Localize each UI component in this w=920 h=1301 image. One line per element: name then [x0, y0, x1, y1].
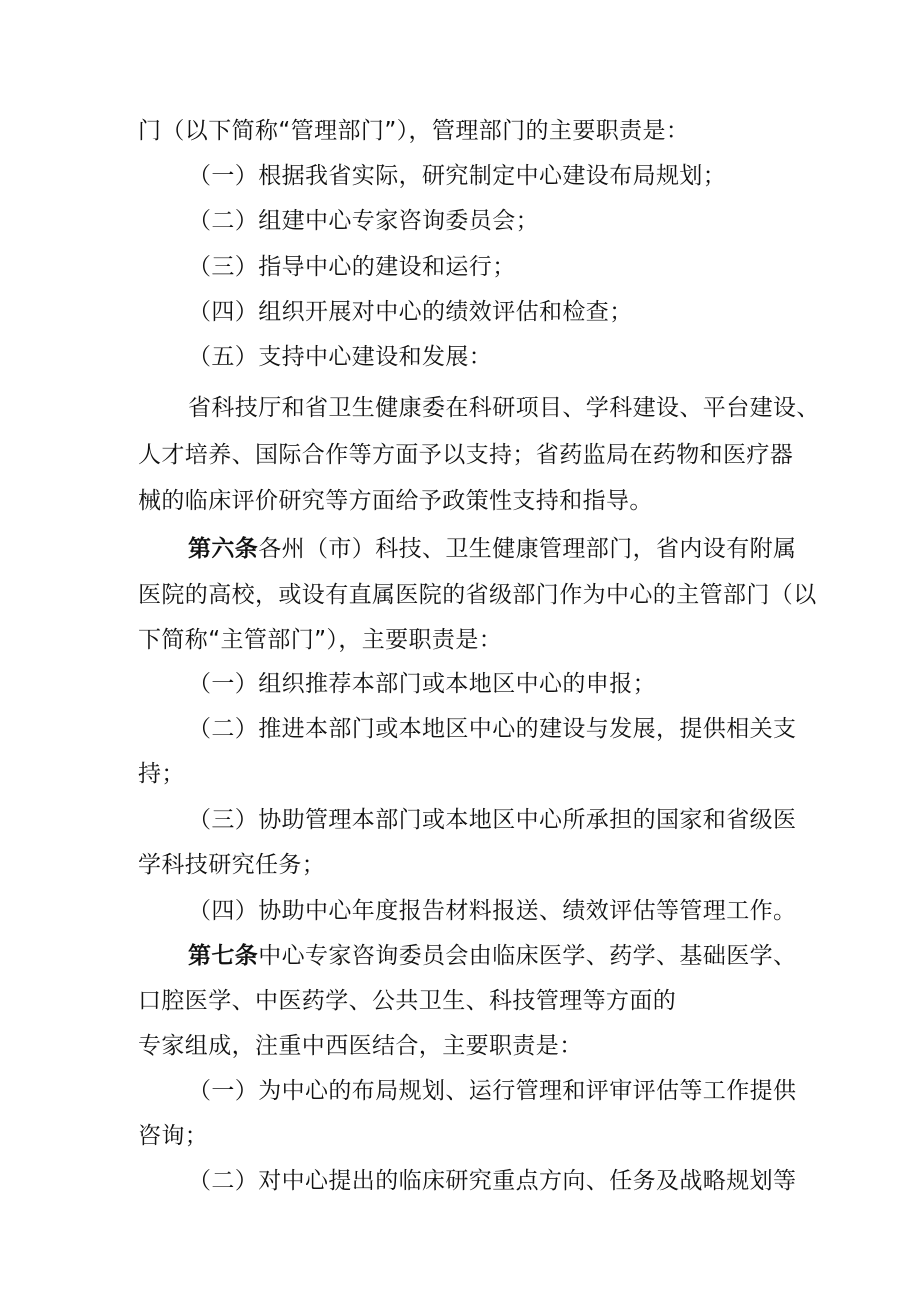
line-text: 咨询； — [138, 1123, 209, 1149]
line-text: 学科技研究任务； — [138, 852, 326, 878]
list-item — [188, 342, 920, 372]
line-text: 门（以下简称“管理部门”），管理部门的主要职责是： — [138, 118, 690, 144]
paragraph-line — [138, 625, 920, 655]
line-text: 中心专家咨询委员会由临床医学、药学、基础医学、 — [258, 943, 797, 969]
paragraph-line — [188, 393, 920, 423]
line-text: （二）组建中心专家咨询委员会； — [188, 208, 539, 234]
article-number: 第六条 — [188, 536, 259, 562]
paragraph-line — [138, 116, 920, 146]
article-line — [188, 941, 920, 971]
line-text: 专家组成，注重中西医结合，主要职责是： — [138, 1033, 583, 1059]
list-item — [188, 669, 920, 699]
list-item — [188, 1166, 920, 1196]
line-text: 医院的高校，或设有直属医院的省级部门作为中心的主管部门（以 — [138, 582, 817, 608]
line-text: （一）组织推荐本部门或本地区中心的申报； — [188, 671, 656, 697]
paragraph-line — [138, 986, 920, 1016]
line-text: （四）协助中心年度报告材料报送、绩效评估等管理工作。 — [188, 898, 797, 924]
paragraph-line — [138, 759, 920, 789]
article-number: 第七条 — [188, 943, 259, 969]
line-text: （三）指导中心的建设和运行； — [188, 254, 516, 280]
list-item — [188, 161, 920, 191]
list-item — [188, 252, 920, 282]
list-item — [188, 206, 920, 236]
line-text: 省科技厅和省卫生健康委在科研项目、学科建设、平台建设、 — [188, 395, 820, 421]
article-line — [188, 534, 920, 564]
paragraph-line — [138, 486, 920, 516]
line-text: 口腔医学、中医药学、公共卫生、科技管理等方面的 — [138, 988, 677, 1014]
line-text: （五）支持中心建设和发展： — [188, 344, 493, 370]
line-text: （一）为中心的布局规划、运行管理和评审评估等工作提供 — [188, 1078, 797, 1104]
paragraph-line — [138, 850, 920, 880]
list-item — [188, 297, 920, 327]
paragraph-line — [138, 580, 920, 610]
paragraph-line — [138, 1121, 920, 1151]
line-text: 下简称“主管部门”），主要职责是： — [138, 627, 503, 653]
line-text: （二）对中心提出的临床研究重点方向、任务及战略规划等 — [188, 1168, 797, 1194]
list-item — [188, 896, 920, 926]
line-text: 各州（市）科技、卫生健康管理部门，省内设有附属 — [258, 536, 797, 562]
line-text: 人才培养、国际合作等方面予以支持；省药监局在药物和医疗器 — [138, 442, 794, 468]
line-text: （四）组织开展对中心的绩效评估和检查； — [188, 299, 633, 325]
line-text: （二）推进本部门或本地区中心的建设与发展，提供相关支 — [188, 716, 797, 742]
line-text: 持； — [138, 761, 185, 787]
list-item — [188, 714, 920, 744]
paragraph-line — [138, 1031, 920, 1061]
list-item — [188, 805, 920, 835]
list-item — [188, 1076, 920, 1106]
line-text: 械的临床评价研究等方面给予政策性支持和指导。 — [138, 488, 653, 514]
paragraph-line — [138, 440, 920, 470]
line-text: （三）协助管理本部门或本地区中心所承担的国家和省级医 — [188, 807, 797, 833]
line-text: （一）根据我省实际，研究制定中心建设布局规划； — [188, 163, 727, 189]
